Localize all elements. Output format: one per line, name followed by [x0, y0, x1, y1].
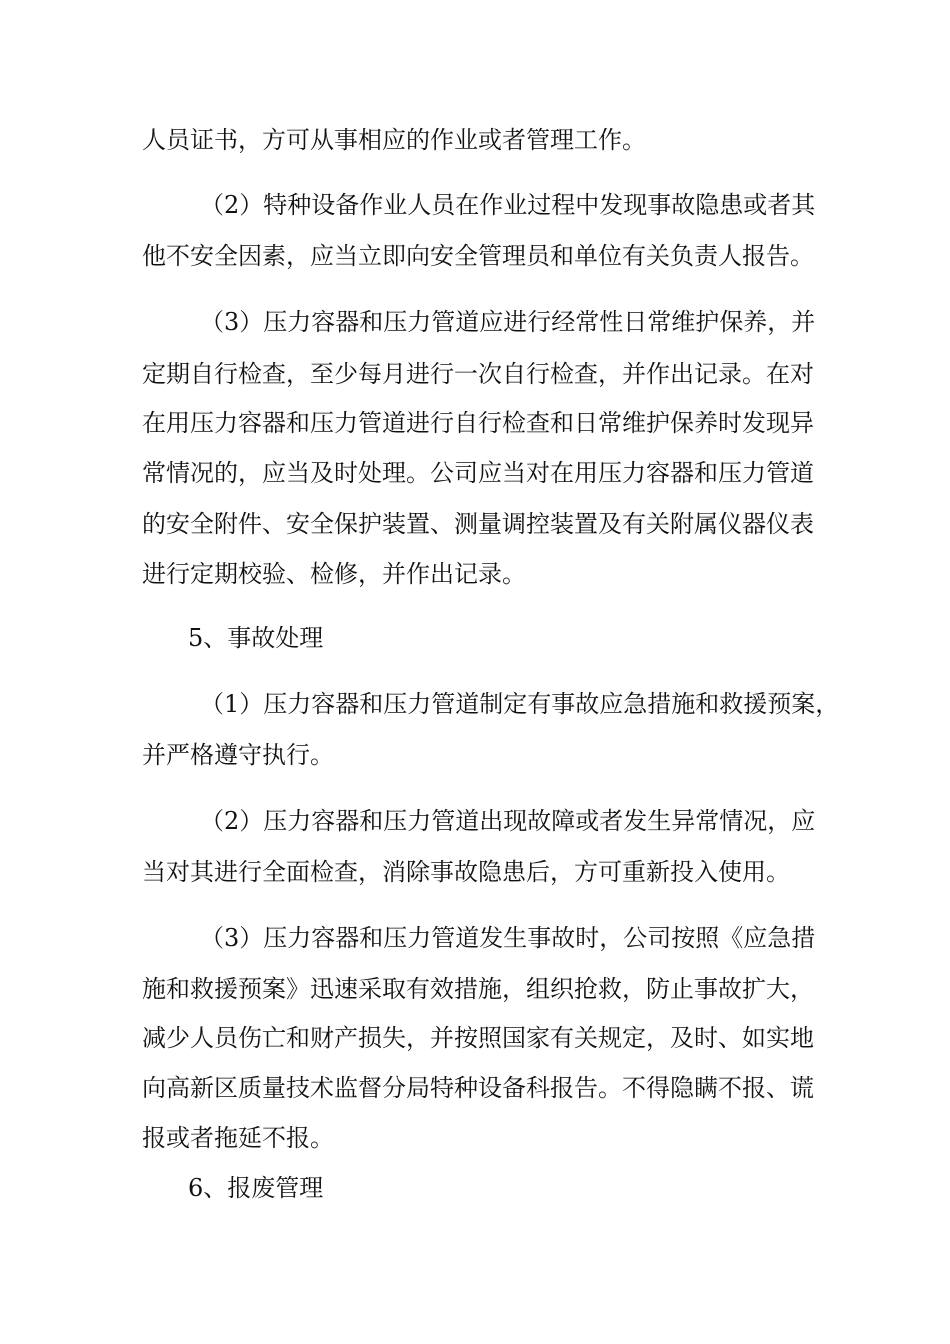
text-line: 减少人员伤亡和财产损失，并按照国家有关规定，及时、如实地	[142, 1024, 814, 1052]
text-line: 人员证书，方可从事相应的作业或者管理工作。	[142, 126, 646, 154]
section-heading: 5、事故处理	[188, 624, 324, 652]
section-heading: 6、报废管理	[188, 1174, 324, 1202]
text-line: （1）压力容器和压力管道制定有事故应急措施和救援预案，	[200, 690, 840, 718]
text-line: 施和救援预案》迅速采取有效措施，组织抢救，防止事故扩大，	[142, 975, 814, 1003]
text-line: （3）压力容器和压力管道发生事故时，公司按照《应急措	[200, 924, 816, 952]
text-line: 向高新区质量技术监督分局特种设备科报告。不得隐瞒不报、谎	[142, 1074, 814, 1102]
text-line: 并严格遵守执行。	[142, 741, 334, 769]
text-line: 报或者拖延不报。	[142, 1124, 334, 1152]
text-line: 进行定期校验、检修，并作出记录。	[142, 560, 526, 588]
text-line: （3）压力容器和压力管道应进行经常性日常维护保养，并	[200, 308, 816, 336]
text-line: 当对其进行全面检查，消除事故隐患后，方可重新投入使用。	[142, 858, 790, 886]
text-line: 在用压力容器和压力管道进行自行检查和日常维护保养时发现异	[142, 409, 814, 437]
text-line: （2）压力容器和压力管道出现故障或者发生异常情况，应	[200, 807, 816, 835]
text-line: 常情况的，应当及时处理。公司应当对在用压力容器和压力管道	[142, 459, 814, 487]
text-line: （2）特种设备作业人员在作业过程中发现事故隐患或者其	[200, 191, 816, 219]
text-line: 定期自行检查，至少每月进行一次自行检查，并作出记录。在对	[142, 360, 814, 388]
text-line: 的安全附件、安全保护装置、测量调控装置及有关附属仪器仪表	[142, 510, 814, 538]
text-line: 他不安全因素，应当立即向安全管理员和单位有关负责人报告。	[142, 242, 814, 270]
